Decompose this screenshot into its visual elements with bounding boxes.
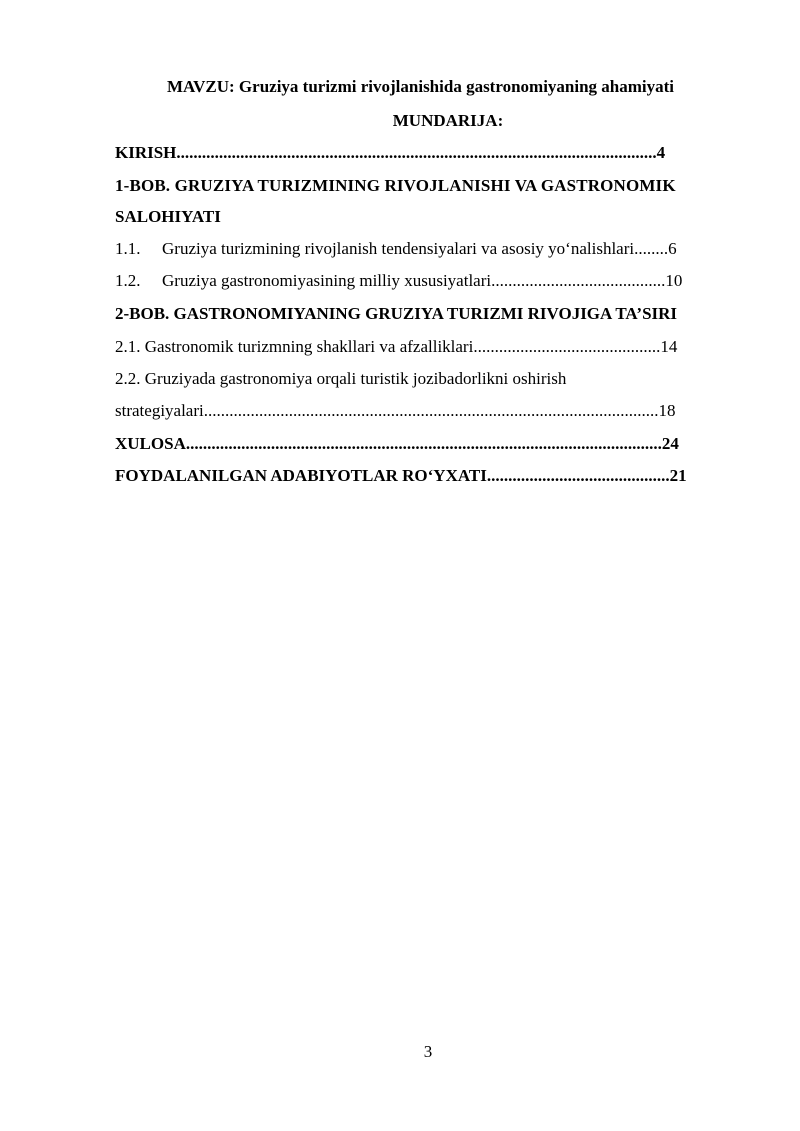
toc-heading: MUNDARIJA:: [392, 111, 504, 130]
toc-entry-chapter-1-cont[interactable]: SALOHIYATI: [115, 207, 221, 226]
toc-entry-1-1[interactable]: [115, 239, 677, 259]
toc-entry-label: Gruziya turizmining rivojlanish tendensiyalari va asosiy yo‘nalishlari........6: [162, 239, 677, 258]
page-number: 3: [423, 1042, 433, 1061]
toc-entry-bibliography[interactable]: FOYDALANILGAN ADABIYOTLAR RO‘YXATI...........................................21: [115, 466, 687, 485]
document-title: MAVZU: Gruziya turizmi rivojlanishida gastronomiyaning ahamiyati: [167, 77, 675, 96]
toc-entry-2-1[interactable]: 2.1. Gastronomik turizmning shakllari va afzalliklari............................................14: [115, 337, 678, 356]
toc-entry-chapter-1[interactable]: 1-BOB. GRUZIYA TURIZMINING RIVOJLANISHI VA GASTRONOMIK: [115, 176, 676, 195]
toc-entry-label: Gruziya gastronomiyasining milliy xususiyatlari.........................................10: [162, 271, 683, 290]
toc-entry-number: 1.1.: [115, 239, 141, 258]
toc-entry-2-2[interactable]: 2.2. Gruziyada gastronomiya orqali turistik jozibadorlikni oshirish: [115, 369, 567, 388]
toc-entry-2-2-cont[interactable]: strategiyalari...........................................................................................................18: [115, 401, 676, 420]
toc-entry-chapter-2[interactable]: 2-BOB. GASTRONOMIYANING GRUZIYA TURIZMI RIVOJIGA TA’SIRI: [115, 304, 678, 323]
toc-entry-kirish[interactable]: KIRISH.................................................................................................................4: [115, 143, 666, 162]
toc-entry-1-2[interactable]: [115, 271, 682, 291]
toc-entry-xulosa[interactable]: XULOSA................................................................................................................24: [115, 434, 679, 453]
toc-entry-number: 1.2.: [115, 271, 141, 290]
